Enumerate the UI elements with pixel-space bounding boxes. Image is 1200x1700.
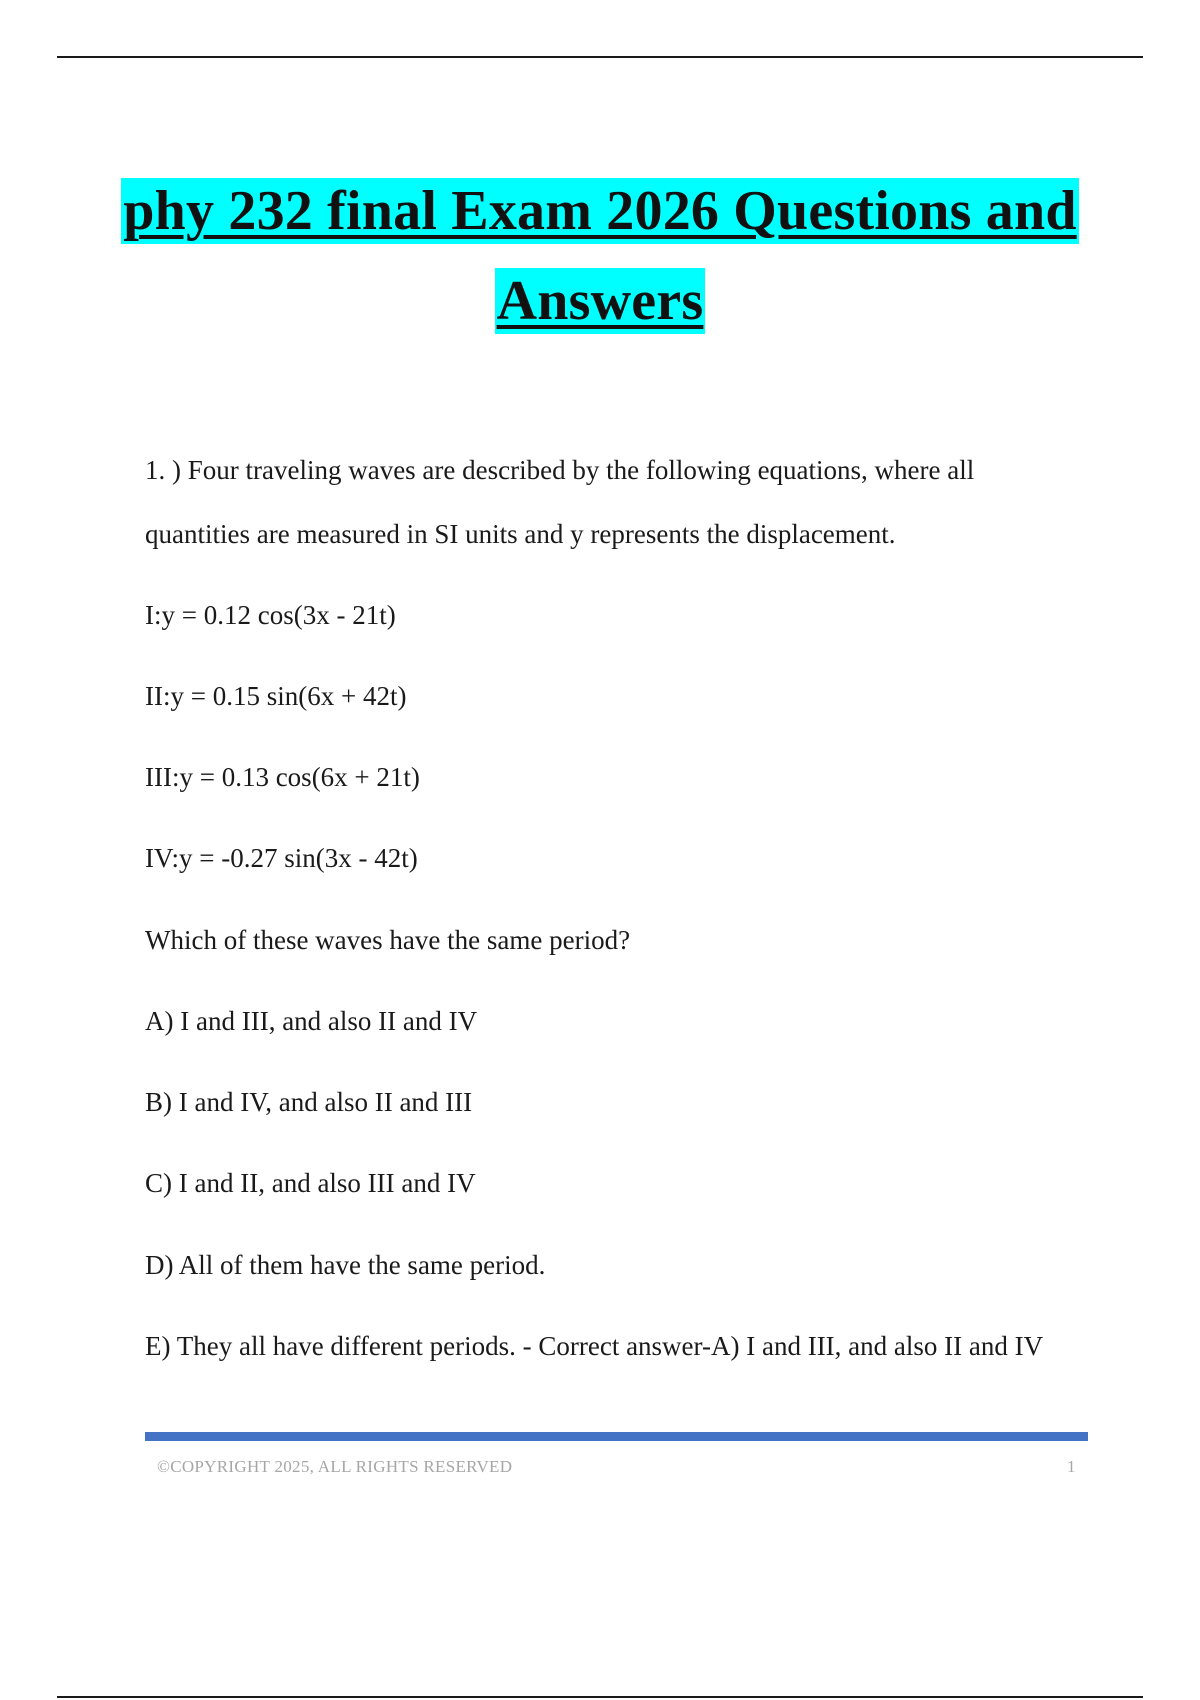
bottom-rule	[57, 1696, 1143, 1698]
page-number: 1	[1067, 1457, 1076, 1476]
footer-copyright: ©COPYRIGHT 2025, ALL RIGHTS RESERVED	[157, 1457, 513, 1476]
option-c: C) I and II, and also III and IV	[145, 1168, 476, 1198]
top-rule	[57, 56, 1143, 58]
document-title	[0, 178, 1200, 334]
option-d: D) All of them have the same period.	[145, 1250, 546, 1280]
equation-i: I:y = 0.12 cos(3x - 21t)	[145, 600, 396, 630]
option-b: B) I and IV, and also II and III	[145, 1087, 473, 1117]
question-intro-line-1: 1. ) Four traveling waves are described by the following equations, where all	[145, 455, 975, 485]
option-a: A) I and III, and also II and IV	[145, 1006, 478, 1036]
equation-ii: II:y = 0.15 sin(6x + 42t)	[145, 681, 407, 711]
equation-iv: IV:y = -0.27 sin(3x - 42t)	[145, 843, 418, 873]
equation-iii: III:y = 0.13 cos(6x + 21t)	[145, 762, 420, 792]
question-intro-line-2: quantities are measured in SI units and y represents the displacement.	[145, 519, 896, 549]
option-e-with-answer: E) They all have different periods. - Correct answer-A) I and III, and also II and IV	[145, 1331, 1044, 1361]
question-prompt: Which of these waves have the same period?	[145, 925, 631, 955]
title-line-1: phy 232 final Exam 2026 Questions and	[123, 180, 1077, 242]
footer-divider	[145, 1432, 1088, 1441]
title-line-2: Answers	[496, 270, 704, 332]
